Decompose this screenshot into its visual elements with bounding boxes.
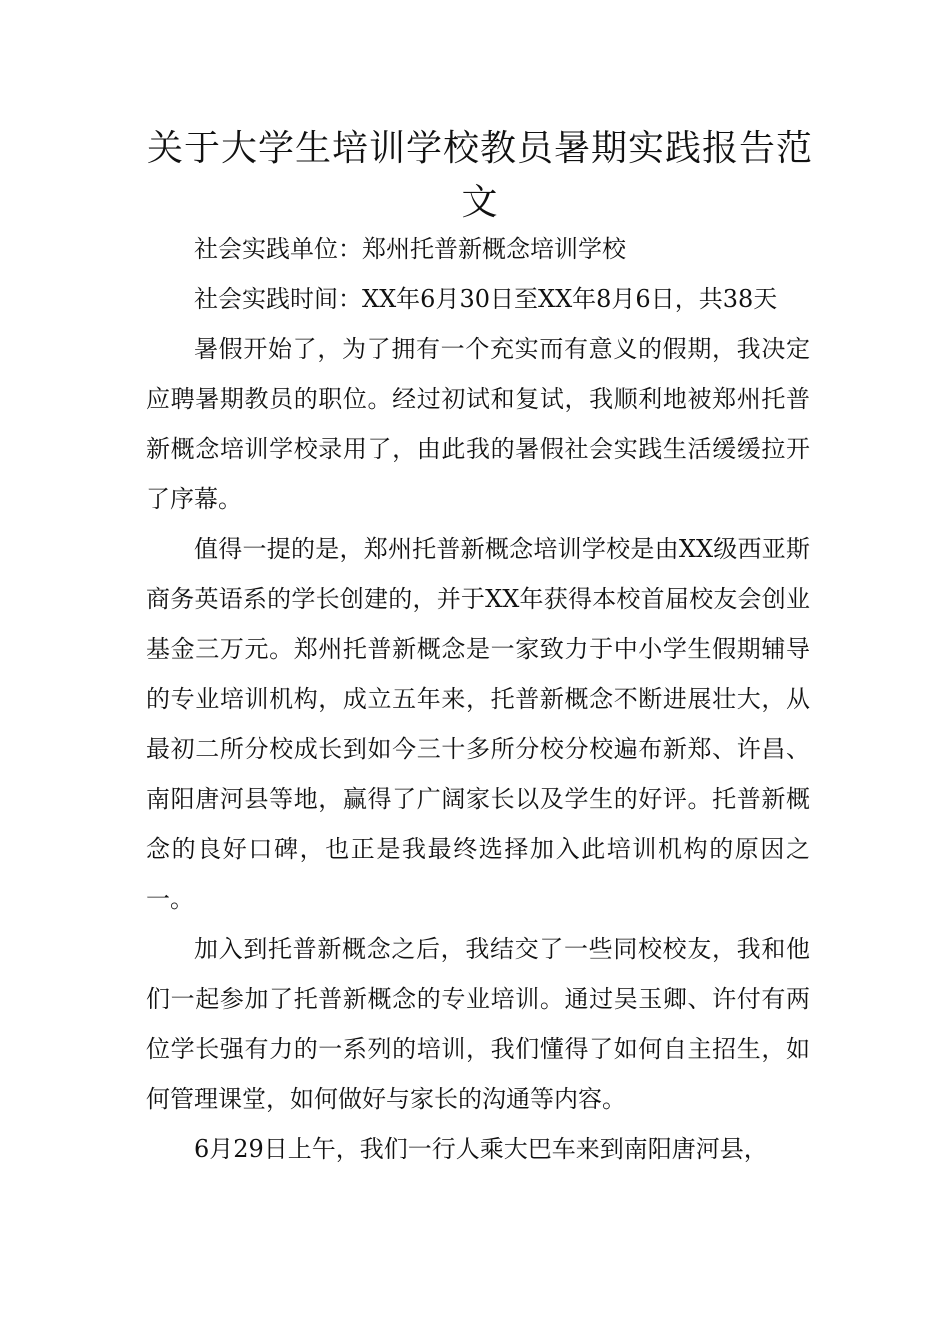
body-paragraph: 加入到托普新概念之后，我结交了一些同校校友，我和他们一起参加了托普新概念的专业培训。通过吴玉卿、许付有两位学长强有力的一系列的培训，我们懂得了如何自主招生，如何管理课堂，如何做好与家长的沟通等内容。 (146, 935, 810, 1113)
document-body (146, 224, 810, 1174)
body-paragraph: 值得一提的是，郑州托普新概念培训学校是由XX级西亚斯商务英语系的学长创建的，并于XX年获得本校首届校友会创业基金三万元。郑州托普新概念是一家致力于中小学生假期辅导的专业培训机构，成立五年来，托普新概念不断进展壮大，从最初二所分校成长到如今三十多所分校分校遍布新郑、许昌、南阳唐河县等地，赢得了广阔家长以及学生的好评。托普新概念的良好口碑，也正是我最终选择加入此培训机构的原因之一。 (146, 535, 810, 913)
document-title: 关于大学生培训学校教员暑期实践报告范文 (146, 128, 813, 223)
body-paragraph: 6月29日上午，我们一行人乘大巴车来到南阳唐河县， (194, 1135, 768, 1163)
practice-time-paragraph: 社会实践时间：XX年6月30日至XX年8月6日，共38天 (194, 285, 778, 313)
practice-unit-paragraph: 社会实践单位：郑州托普新概念培训学校 (194, 235, 626, 263)
body-paragraph: 暑假开始了，为了拥有一个充实而有意义的假期，我决定应聘暑期教员的职位。经过初试和复试，我顺利地被郑州托普新概念培训学校录用了，由此我的暑假社会实践生活缓缓拉开了序幕。 (146, 335, 810, 513)
